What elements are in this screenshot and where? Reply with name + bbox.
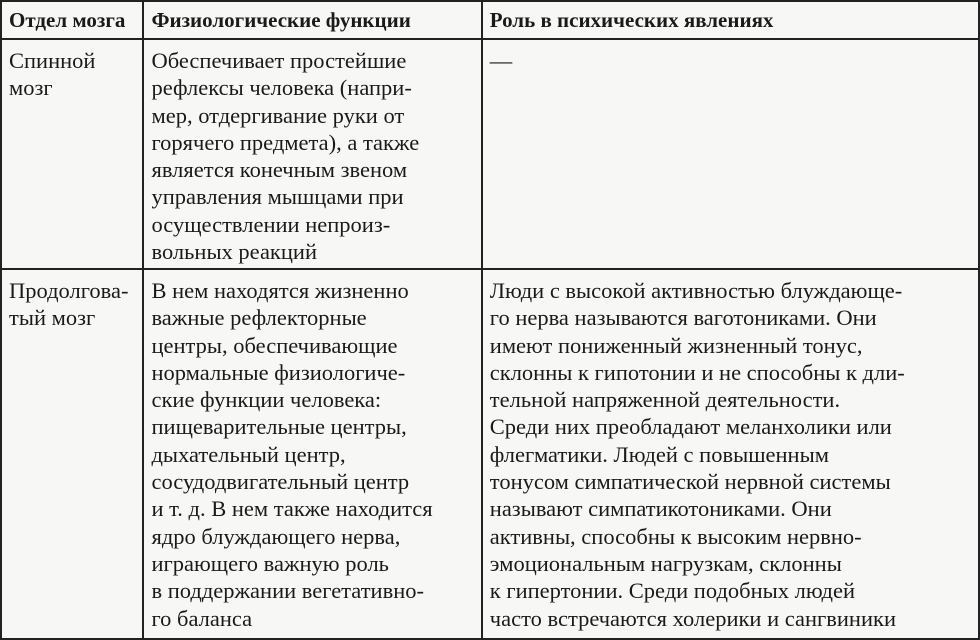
cell-department: Спинной мозг <box>1 39 143 269</box>
table-header-row <box>1 1 979 39</box>
header-role: Роль в психических явлениях <box>482 1 979 39</box>
cell-functions: В нем находятся жизненно важные рефлекторные центры, обеспечивающие нормальные физиологиче- ские функции человека: пищеварительные центры, дыхательный центр, сосудодвигательный центр и т. д. В нем также находится ядро блуждающего нерва, играющего важную роль в поддержании вегетативно- го баланса <box>143 269 481 639</box>
cell-role: Люди с высокой активностью блуждающе- го нерва называются ваготониками. Они имеют пониженный жизненный тонус, склонны к гипотонии и не способны к дли- тельной напряженной деятельности. Среди них преобладают меланхолики или флегматики. Людей с повышенным тонусом симпатической нервной системы называют симпатикотониками. Они активны, способны к высоким нервно- эмоциональным нагрузкам, склонны к гипертонии. Среди подобных людей часто встречаются холерики и сангвиники <box>482 269 979 639</box>
header-department: Отдел мозга <box>1 1 143 39</box>
cell-functions: Обеспечивает простейшие рефлексы человека (напри- мер, отдергивание руки от горячего предмета), а также является конечным звеном управления мышцами при осуществлении непроиз- вольных реакций <box>143 39 481 269</box>
header-functions: Физиологические функции <box>143 1 481 39</box>
cell-department: Продолгова- тый мозг <box>1 269 143 639</box>
table-row <box>1 39 979 269</box>
table-row <box>1 269 979 639</box>
cell-role: — <box>482 39 979 269</box>
